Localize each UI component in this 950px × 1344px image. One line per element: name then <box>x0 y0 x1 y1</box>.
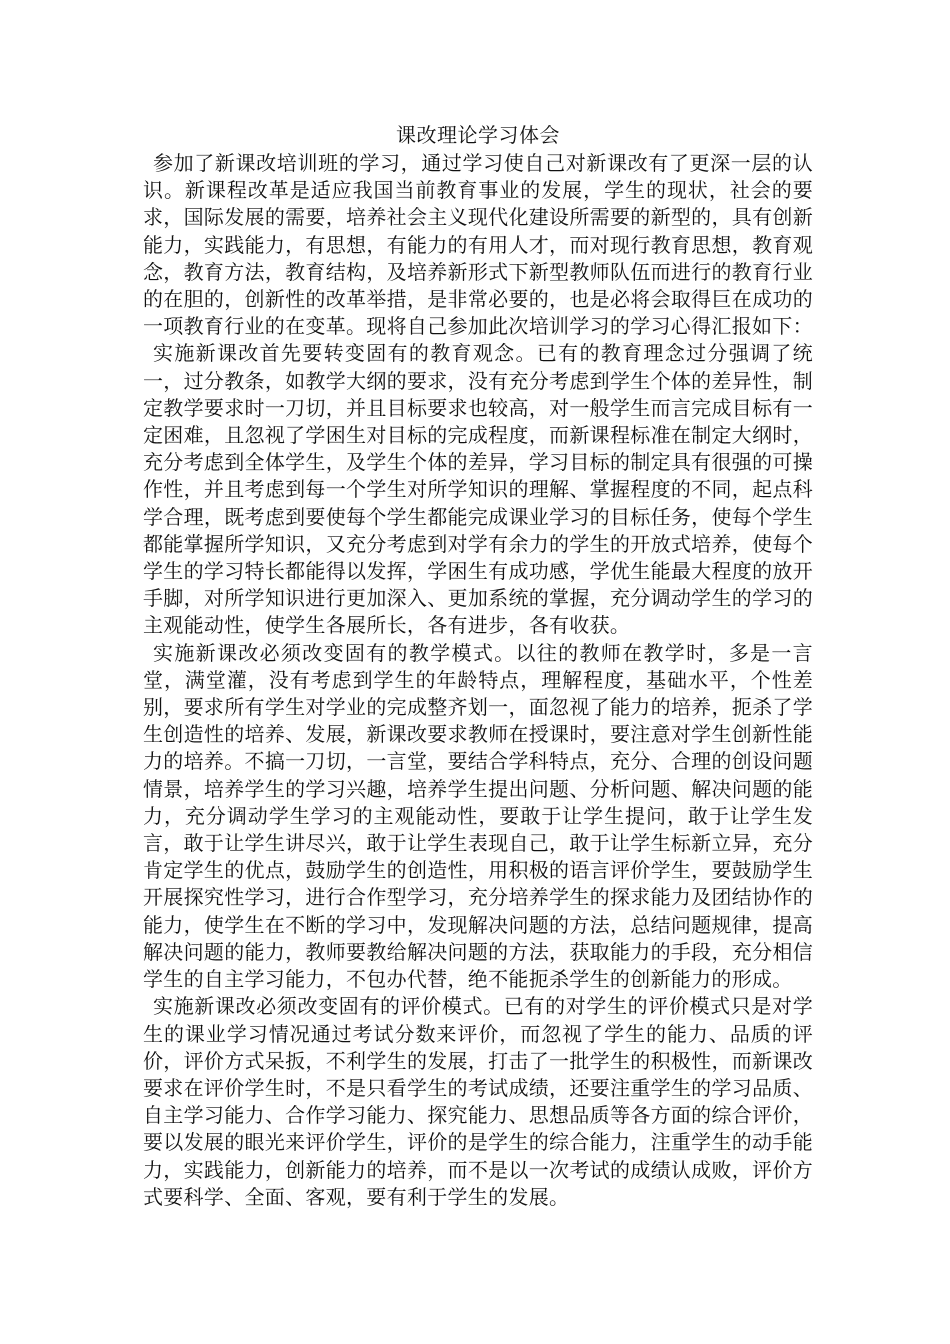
paragraph-intro: 参加了新课改培训班的学习，通过学习使自己对新课改有了更深一层的认识。新课程改革是适应我国当前教育事业的发展，学生的现状，社会的要求，国际发展的需要，培养社会主义现代化建设所需要的新型的，具有创新能力，实践能力，有思想，有能力的有用人才，而对现行教育思想，教育观念，教育方法，教育结构，及培养新形式下新型教师队伍而进行的教育行业的在胆的，创新性的改革举措，是非常必要的，也是必将会取得巨在成功的一项教育行业的在变革。现将自己参加此次培训学习的学习心得汇报如下： <box>143 151 813 339</box>
paragraph-evaluation-model: 实施新课改必须改变固有的评价模式。已有的对学生的评价模式只是对学生的课业学习情况通过考试分数来评价，而忽视了学生的能力、品质的评价，评价方式呆扳，不利学生的发展，打击了一批学生的积极性，而新课改要求在评价学生时，不是只看学生的考试成绩，还要注重学生的学习品质、自主学习能力、合作学习能力、探究能力、思想品质等各方面的综合评价，要以发展的眼光来评价学生，评价的是学生的综合能力，注重学生的动手能力，实践能力，创新能力的培养，而不是以一次考试的成绩认成败，评价方式要科学、全面、客观，要有利于学生的发展。 <box>143 994 813 1209</box>
paragraph-teaching-model: 实施新课改必须改变固有的教学模式。以往的教师在教学时，多是一言堂，满堂灌，没有考虑到学生的年龄特点，理解程度，基础水平，个性差别，要求所有学生对学业的完成整齐划一，面忽视了能力的培养，扼杀了学生创造性的培养、发展，新课改要求教师在授课时，要注意对学生创新性能力的培养。不搞一刀切，一言堂，要结合学科特点，充分、合理的创设问题情景，培养学生的学习兴趣，培养学生提出问题、分析问题、解决问题的能力，充分调动学生学习的主观能动性，要敢于让学生提问，敢于让学生发言，敢于让学生讲尽兴，敢于让学生表现自己，敢于让学生标新立异，充分肯定学生的优点，鼓励学生的创造性，用积极的语言评价学生，要鼓励学生开展探究性学习，进行合作型学习，充分培养学生的探求能力及团结协作的能力，使学生在不断的学习中，发现解决问题的方法，总结问题规律，提高解决问题的能力，教师要教给解决问题的方法，获取能力的手段，充分相信学生的自主学习能力，不包办代替，绝不能扼杀学生的创新能力的形成。 <box>143 640 813 992</box>
document-body <box>143 120 813 1211</box>
paragraph-education-concept: 实施新课改首先要转变固有的教育观念。已有的教育理念过分强调了统一，过分教条，如教学大纲的要求，没有充分考虑到学生个体的差异性，制定教学要求时一刀切，并且目标要求也较高，对一般学生而言完成目标有一定困难，且忽视了学困生对目标的完成程度，而新课程标准在制定大纲时，充分考虑到全体学生，及学生个体的差异，学习目标的制定具有很强的可操作性，并且考虑到每一个学生对所学知识的理解、掌握程度的不同，起点科学合理，既考虑到要使每个学生都能完成课业学习的目标任务，使每个学生都能掌握所学知识，又充分考虑到对学有余力的学生的开放式培养，使每个学生的学习特长都能得以发挥，学困生有成功感，学优生能最大程度的放开手脚，对所学知识进行更加深入、更加系统的掌握，充分调动学生的学习的主观能动性，使学生各展所长，各有进步，各有收获。 <box>143 341 813 638</box>
document-title: 课改理论学习体会 <box>396 123 560 147</box>
